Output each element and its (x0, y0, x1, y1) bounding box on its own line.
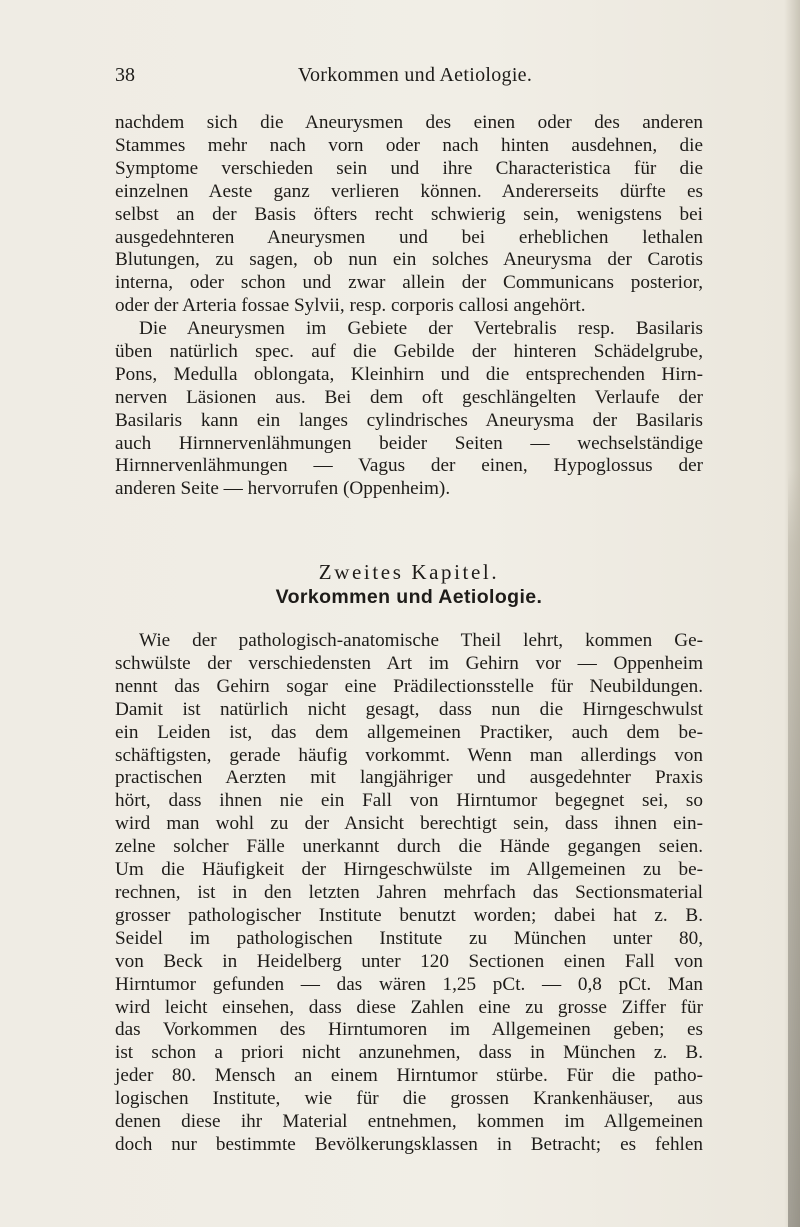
text-line: Stammes mehr nach vorn oder nach hinten ausdehnen, die (115, 134, 703, 156)
text-line: logischen Institute, wie für die grossen Krankenhäuser, aus (115, 1088, 703, 1110)
text-line: von Beck in Heidelberg unter 120 Sectionen einen Fall von (115, 950, 703, 972)
running-head (115, 64, 715, 96)
text-line: Basilaris kann ein langes cylindrisches Aneurysma der Basilaris (115, 409, 703, 431)
text-line: Symptome verschieden sein und ihre Characteristica für die (115, 157, 703, 179)
text-line: practischen Aerzten mit langjähriger und ausgedehnter Praxis (115, 767, 703, 789)
text-line: anderen Seite — hervorrufen (Oppenheim). (115, 478, 451, 500)
text-line: Hirntumor gefunden — das wären 1,25 pCt. — 0,8 pCt. Man (115, 973, 703, 995)
text-line: Seidel im pathologischen Institute zu München unter 80, (115, 927, 703, 949)
text-line: ist schon a priori nicht anzunehmen, dass in München z. B. (115, 1042, 703, 1064)
text-line: auch Hirnnervenlähmungen beider Seiten — wechselständige (115, 432, 703, 454)
text-line: üben natürlich spec. auf die Gebilde der hinteren Schädelgrube, (115, 340, 703, 362)
text-line: denen diese ihr Material entnehmen, kommen im Allgemeinen (115, 1111, 703, 1133)
text-line: rechnen, ist in den letzten Jahren mehrfach das Sectionsmaterial (115, 881, 703, 903)
text-line: einzelnen Aeste ganz verlieren können. Andererseits dürfte es (115, 180, 703, 202)
text-line: Um die Häufigkeit der Hirngeschwülste im Allgemeinen zu be- (115, 859, 703, 881)
text-line: wird man wohl zu der Ansicht berechtigt sein, dass ihnen ein- (115, 813, 703, 835)
text-line: interna, oder schon und zwar allein der Communicans posterior, (115, 272, 703, 294)
text-line: Blutungen, zu sagen, ob nun ein solches Aneurysma der Carotis (115, 249, 703, 271)
text-line: oder der Arteria fossae Sylvii, resp. corporis callosi angehört. (115, 295, 586, 317)
text-line: Hirnnervenlähmungen — Vagus der einen, Hypoglossus der (115, 455, 703, 477)
text-line: nennt das Gehirn sogar eine Prädilectionsstelle für Neubildungen. (115, 675, 703, 697)
text-line: ausgedehnteren Aneurysmen und bei erheblichen lethalen (115, 226, 703, 248)
text-line: ein Leiden ist, das dem allgemeinen Practiker, auch dem be- (115, 721, 703, 743)
text-line: Pons, Medulla oblongata, Kleinhirn und die entsprechenden Hirn- (115, 363, 703, 385)
page-edge-shadow (788, 470, 800, 1227)
text-line: Die Aneurysmen im Gebiete der Vertebralis resp. Basilaris (139, 318, 703, 339)
text-line: nachdem sich die Aneurysmen des einen oder des anderen (115, 112, 703, 133)
text-line: selbst an der Basis öfters recht schwierig sein, wenigstens bei (115, 203, 703, 225)
text-line: das Vorkommen des Hirntumoren im Allgemeinen geben; es (115, 1019, 703, 1041)
running-head-title: Vorkommen und Aetiologie. (297, 64, 533, 86)
paragraph-3 (115, 630, 703, 1157)
text-line: Damit ist natürlich nicht gesagt, dass nun die Hirngeschwulst (115, 698, 703, 720)
text-line: schwülste der verschiedensten Art im Gehirn vor — Oppenheim (115, 652, 703, 674)
text-line: doch nur bestimmte Bevölkerungsklassen in Betracht; es fehlen (115, 1133, 703, 1155)
paragraph-1 (115, 112, 703, 318)
chapter-title: Vorkommen und Aetiologie. (275, 586, 543, 608)
text-line: zelne solcher Fälle unerkannt durch die Hände gegangen seien. (115, 836, 703, 858)
text-line: Wie der pathologisch-anatomische Theil lehrt, kommen Ge- (139, 630, 703, 651)
page-number: 38 (115, 64, 135, 86)
text-line: hört, dass ihnen nie ein Fall von Hirntumor begegnet sei, so (115, 790, 703, 812)
text-line: nerven Läsionen aus. Bei dem oft geschlängelten Verlaufe der (115, 386, 703, 408)
chapter-number: Zweites Kapitel. (318, 560, 500, 584)
text-line: schäftigsten, gerade häufig vorkommt. Wenn man allerdings von (115, 744, 703, 766)
text-line: grosser pathologischer Institute benutzt worden; dabei hat z. B. (115, 904, 703, 926)
paragraph-2 (115, 318, 703, 501)
text-line: jeder 80. Mensch an einem Hirntumor stürbe. Für die patho- (115, 1065, 703, 1087)
text-line: wird leicht einsehen, dass diese Zahlen eine zu grosse Ziffer für (115, 996, 703, 1018)
